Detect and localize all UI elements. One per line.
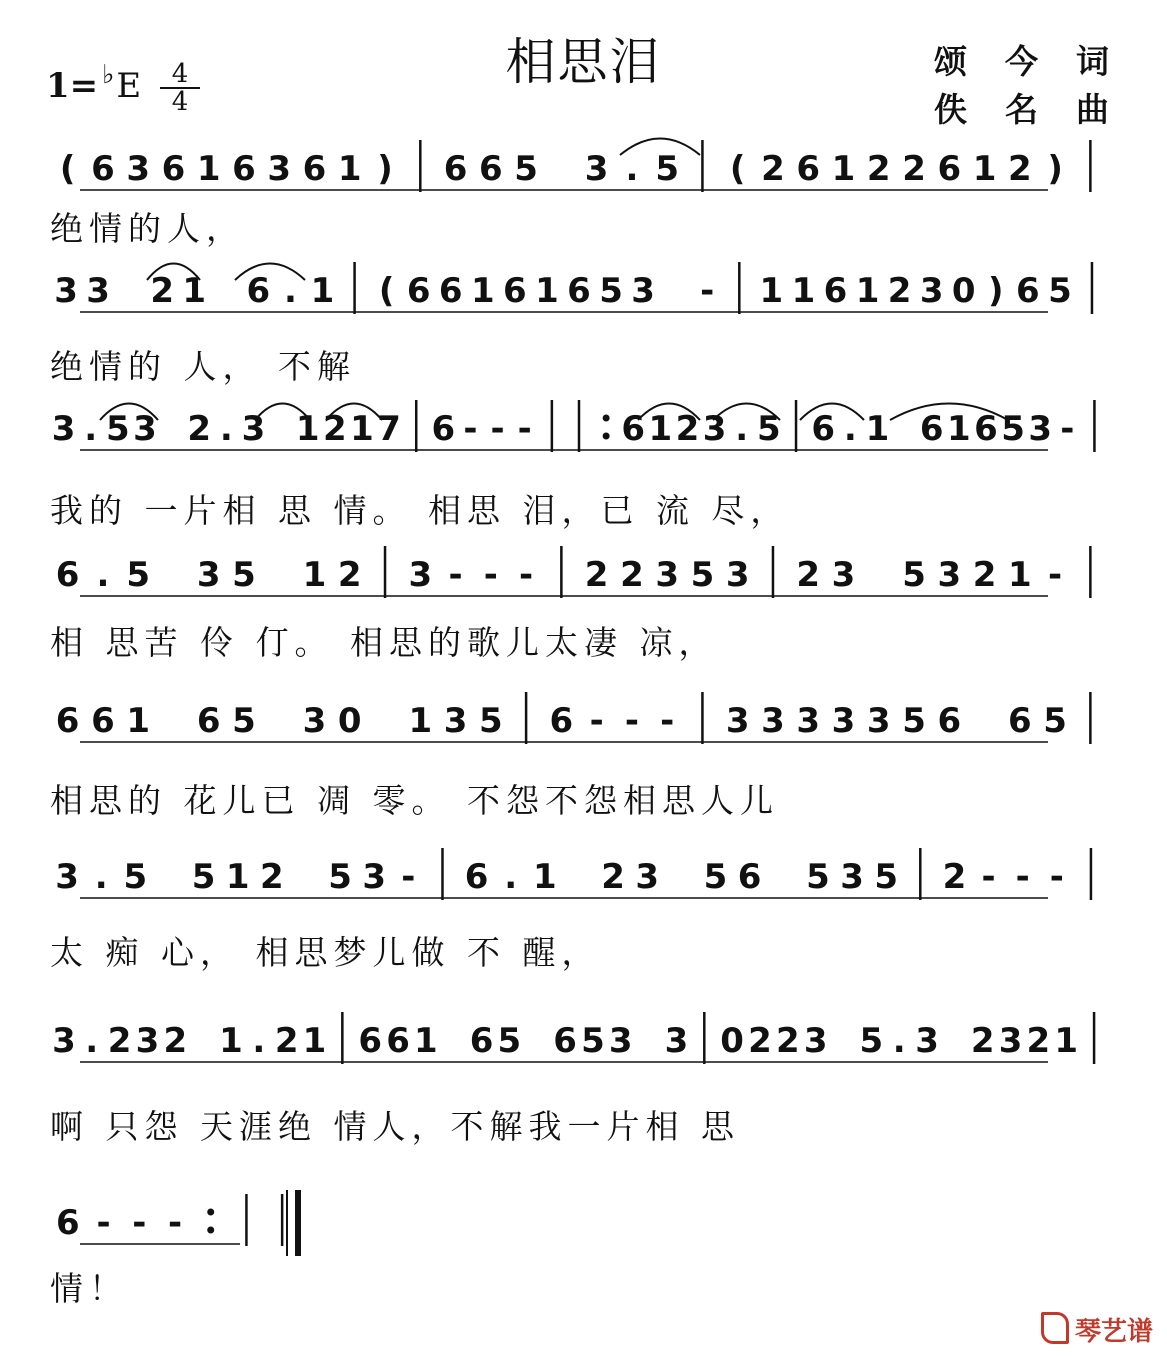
note-glyph: 5	[514, 149, 538, 189]
note-glyph: 6	[1016, 271, 1040, 311]
note-glyph: 6	[478, 149, 503, 189]
note-glyph: 3	[655, 555, 680, 595]
note-glyph: 6	[358, 1021, 383, 1061]
note-glyph: 3	[725, 701, 750, 741]
note-glyph: 6	[823, 271, 848, 311]
note-glyph: 6	[246, 271, 271, 311]
note-glyph: 2	[970, 1021, 995, 1061]
lyric-line: 太 痴 心， 相思梦儿做 不 醒，	[50, 933, 601, 972]
note-glyph: 5	[497, 1021, 522, 1061]
meter-top: 4	[171, 59, 189, 89]
note-glyph: .	[96, 555, 110, 595]
note-glyph: 5	[232, 701, 256, 741]
note-glyph: 6	[937, 149, 962, 189]
lyric-line: 我的 一片相 思 情。 相思 泪，已 流 尽，	[50, 491, 790, 530]
note-glyph: .	[219, 409, 233, 449]
note-glyph: 2	[796, 555, 821, 595]
note-glyph: 3	[664, 1021, 689, 1061]
note-glyph: 3	[51, 409, 76, 449]
note-glyph: 2	[748, 1021, 772, 1061]
note-glyph: 3	[803, 1021, 828, 1061]
note-glyph: 5	[1043, 701, 1067, 741]
note-glyph: 5	[581, 1021, 605, 1061]
note-glyph: 6	[438, 271, 463, 311]
note-glyph: 5	[105, 409, 130, 449]
note-glyph: )	[988, 271, 1004, 311]
note-glyph: .	[625, 149, 639, 189]
flat-sign: ♭	[102, 60, 115, 90]
note-glyph: 6	[386, 1021, 410, 1061]
note-glyph: 3	[998, 1021, 1023, 1061]
note-glyph: 3	[635, 857, 660, 897]
note-glyph: 6	[406, 271, 431, 311]
repeat-dot	[603, 433, 610, 440]
note-glyph: 1	[350, 409, 374, 449]
note-glyph: 3	[86, 271, 110, 311]
note-glyph: 6	[503, 271, 527, 311]
key-note: E	[116, 66, 142, 106]
repeat-dot	[603, 415, 610, 422]
note-glyph: 3	[840, 857, 864, 897]
note-glyph: 6	[469, 1021, 494, 1061]
note-glyph: -	[1049, 857, 1064, 897]
note-glyph: -	[624, 701, 639, 741]
note-glyph: -	[660, 701, 675, 741]
lyric-line: 绝情的 人， 不解	[50, 347, 356, 386]
note-glyph: 0	[720, 1021, 744, 1061]
note-glyph: -	[589, 701, 604, 741]
note-glyph: -	[490, 409, 505, 449]
note-glyph: 2	[972, 555, 997, 595]
note-glyph: 3	[725, 555, 750, 595]
note-glyph: (	[378, 271, 395, 311]
note-glyph: 1	[1007, 555, 1032, 595]
note-glyph: 3	[241, 409, 266, 449]
note-glyph: 2	[163, 1021, 188, 1061]
note-glyph: -	[981, 857, 996, 897]
note-glyph: 3	[52, 1021, 76, 1061]
note-glyph: 2	[584, 555, 609, 595]
note-glyph: 5	[902, 701, 926, 741]
note-glyph: 5	[328, 857, 352, 897]
note-glyph: 1	[196, 149, 221, 189]
note-glyph: 1	[1054, 1021, 1079, 1061]
note-glyph: -	[132, 1203, 147, 1243]
note-glyph: .	[94, 857, 108, 897]
meter-bottom: 4	[171, 87, 189, 117]
note-glyph: 3	[54, 271, 78, 311]
note-glyph: 1	[831, 149, 856, 189]
note-glyph: 5	[806, 857, 830, 897]
note-glyph: 3	[408, 555, 433, 595]
note-glyph: 7	[377, 409, 401, 449]
lyric-line: 啊 只怨 天涯绝 情人，不解我一片相 思	[50, 1107, 740, 1146]
note-glyph: 5	[478, 701, 503, 741]
note-glyph: 6	[1007, 701, 1032, 741]
note-glyph: 0	[337, 701, 362, 741]
note-glyph: 6	[55, 555, 80, 595]
note-glyph: 2	[620, 555, 644, 595]
note-glyph: -	[167, 1203, 183, 1243]
note-glyph: -	[96, 1203, 111, 1243]
note-glyph: 2	[187, 409, 212, 449]
note-glyph: 2	[337, 555, 362, 595]
note-glyph: -	[519, 555, 534, 595]
note-glyph: 2	[274, 1021, 299, 1061]
note-glyph: 1	[535, 271, 559, 311]
note-glyph: 3	[362, 857, 387, 897]
lyric-line: 情！	[50, 1269, 128, 1308]
note-glyph: 2	[1007, 149, 1032, 189]
note-glyph: )	[1047, 149, 1063, 189]
note-glyph: 1	[219, 1021, 243, 1061]
note-glyph: 3	[196, 555, 221, 595]
note-glyph: 6	[919, 409, 944, 449]
note-glyph: -	[448, 555, 463, 595]
note-glyph: 6	[549, 701, 574, 741]
note-glyph: 6	[621, 409, 646, 449]
note-glyph: 1	[855, 271, 880, 311]
note-glyph: -	[700, 271, 715, 311]
note-glyph: 6	[811, 409, 835, 449]
note-glyph: 3	[796, 701, 821, 741]
note-glyph: 1	[182, 271, 207, 311]
logo-icon	[1041, 1312, 1069, 1344]
note-glyph: 6	[737, 857, 762, 897]
note-glyph: 3	[133, 409, 157, 449]
note-glyph: 5	[757, 409, 781, 449]
note-glyph: 6	[464, 857, 489, 897]
lyricist-credit: 颂今词	[934, 42, 1147, 81]
note-glyph: 0	[951, 271, 976, 311]
note-glyph: 5	[232, 555, 256, 595]
note-glyph: .	[504, 857, 518, 897]
note-glyph: 3	[1028, 409, 1053, 449]
note-glyph: 3	[267, 149, 292, 189]
note-glyph: 1	[791, 271, 816, 311]
note-glyph: .	[735, 409, 749, 449]
note-glyph: 6	[56, 1203, 80, 1243]
note-glyph: 6	[196, 701, 221, 741]
watermark-text: 琴艺谱	[1074, 1317, 1153, 1347]
note-glyph: 3	[631, 271, 655, 311]
note-glyph: 5	[1048, 271, 1072, 311]
note-glyph: (	[59, 149, 76, 189]
note-glyph: 1	[648, 409, 673, 449]
composer-credit: 佚名曲	[934, 90, 1147, 129]
note-glyph: 2	[601, 857, 625, 897]
note-glyph: 1	[408, 701, 433, 741]
note-glyph: 5	[874, 857, 898, 897]
note-glyph: 5	[123, 857, 148, 897]
note-glyph: 1	[302, 1021, 327, 1061]
note-glyph: 2	[150, 271, 175, 311]
note-glyph: .	[892, 1021, 906, 1061]
note-glyph: 1	[533, 857, 557, 897]
note-glyph: )	[377, 149, 393, 189]
note-glyph: 3	[761, 701, 785, 741]
note-glyph: 2	[887, 271, 912, 311]
repeat-dot	[207, 1227, 214, 1234]
note-glyph: 5	[902, 555, 926, 595]
note-glyph: 1	[414, 1021, 438, 1061]
note-glyph: -	[401, 857, 416, 897]
note-glyph: 1	[126, 701, 151, 741]
note-glyph: 6	[55, 701, 80, 741]
note-glyph: 3	[702, 409, 727, 449]
note-glyph: 3	[135, 1021, 160, 1061]
note-glyph: 3	[443, 701, 468, 741]
note-glyph: 2	[775, 1021, 800, 1061]
note-glyph: -	[1060, 409, 1075, 449]
note-glyph: 3	[915, 1021, 939, 1061]
note-glyph: .	[85, 1021, 99, 1061]
note-glyph: 6	[91, 149, 115, 189]
note-glyph: 3	[584, 149, 609, 189]
note-glyph: 6	[161, 149, 186, 189]
note-glyph: .	[843, 409, 857, 449]
song-title: 相思泪	[505, 33, 662, 91]
note-glyph: 5	[690, 555, 715, 595]
note-glyph: 5	[191, 857, 216, 897]
note-glyph: 1	[302, 555, 327, 595]
note-glyph: 1	[759, 271, 784, 311]
note-glyph: 2	[902, 149, 926, 189]
note-glyph: 2	[761, 149, 785, 189]
note-glyph: 2	[107, 1021, 132, 1061]
note-glyph: 6	[553, 1021, 577, 1061]
note-glyph: 1	[470, 271, 495, 311]
note-glyph: 1	[865, 409, 890, 449]
note-glyph: -	[517, 409, 532, 449]
note-glyph: 6	[443, 149, 468, 189]
note-glyph: 3	[55, 857, 79, 897]
repeat-dot	[207, 1209, 214, 1216]
note-glyph: 6	[796, 149, 821, 189]
note-glyph: 6	[302, 149, 327, 189]
note-glyph: 6	[567, 271, 591, 311]
note-glyph: 1	[946, 409, 971, 449]
note-glyph: 1	[310, 271, 335, 311]
note-glyph: 2	[1026, 1021, 1051, 1061]
lyric-line: 绝情的人，	[50, 209, 245, 248]
note-glyph: 3	[126, 149, 151, 189]
note-glyph: 3	[937, 555, 962, 595]
key-prefix: 1=	[46, 66, 99, 106]
note-glyph: 2	[675, 409, 700, 449]
note-glyph: 5	[1001, 409, 1025, 449]
note-glyph: -	[1048, 555, 1063, 595]
note-glyph: 5	[126, 555, 151, 595]
note-glyph: 3	[919, 271, 944, 311]
lyric-line: 相 思苦 伶 仃。 相思的歌儿太凄 凉，	[50, 623, 718, 662]
note-glyph: 6	[974, 409, 998, 449]
note-glyph: 5	[655, 149, 680, 189]
note-glyph: 3	[302, 701, 327, 741]
note-glyph: 3	[866, 701, 891, 741]
note-glyph: 3	[831, 701, 856, 741]
note-glyph: .	[252, 1021, 266, 1061]
note-glyph: -	[1015, 857, 1030, 897]
note-glyph: 3	[831, 555, 856, 595]
note-glyph: 1	[972, 149, 997, 189]
note-glyph: -	[463, 409, 478, 449]
note-glyph: .	[283, 271, 297, 311]
note-glyph: .	[84, 409, 98, 449]
note-glyph: (	[729, 149, 746, 189]
note-glyph: 6	[937, 701, 962, 741]
note-glyph: 2	[866, 149, 891, 189]
note-glyph: 5	[703, 857, 728, 897]
note-glyph: -	[483, 555, 498, 595]
note-glyph: 2	[260, 857, 284, 897]
note-glyph: 1	[225, 857, 250, 897]
note-glyph: 6	[431, 409, 456, 449]
note-glyph: 1	[295, 409, 320, 449]
note-glyph: 5	[599, 271, 623, 311]
note-glyph: 2	[942, 857, 967, 897]
note-glyph: 3	[608, 1021, 633, 1061]
note-glyph: 5	[859, 1021, 884, 1061]
note-glyph: 2	[323, 409, 347, 449]
note-glyph: 6	[232, 149, 256, 189]
watermark	[1041, 1311, 1153, 1348]
lyric-line: 相思的 花儿已 凋 零。 不怨不怨相思人儿	[50, 781, 779, 820]
note-glyph: 6	[91, 701, 115, 741]
note-glyph: 1	[337, 149, 362, 189]
